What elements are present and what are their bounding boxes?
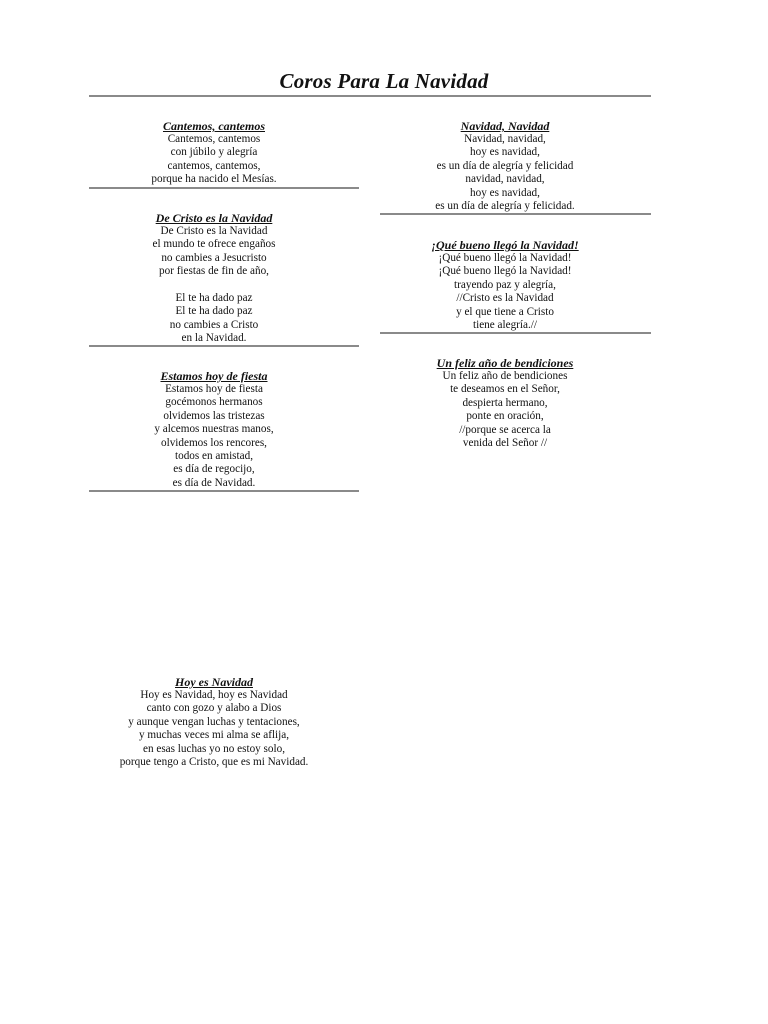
song-line: canto con gozo y alabo a Dios [146,702,282,715]
song-line: olvidemos las tristezas [163,409,265,422]
song-title: Hoy es Navidad [175,675,253,689]
song-line: hoy es navidad, [470,186,540,199]
song-line: porque tengo a Cristo, que es mi Navidad. [119,756,309,769]
song-line: y el que tiene a Cristo [456,305,554,318]
song-line: venida del Señor // [462,437,548,450]
section-divider [89,490,359,492]
song-line: y muchas veces mi alma se aflija, [138,729,290,742]
page-title: Coros Para La Navidad [279,69,489,93]
song-line: todos en amistad, [175,450,253,463]
section-divider [380,213,651,215]
section-divider [89,187,359,189]
song-line: y aunque vengan luchas y tentaciones, [128,715,300,728]
song-line: no cambies a Cristo [169,318,259,331]
song-line: porque ha nacido el Mesías. [151,173,277,186]
song-line: Navidad, navidad, [464,133,546,145]
song-line [89,279,339,292]
song-line: //Cristo es la Navidad [456,292,554,305]
song-line: El te ha dado paz [175,292,253,305]
song-line: te deseamos en el Señor, [450,383,560,396]
song-title: Cantemos, cantemos [162,119,265,133]
song-line: gocémonos hermanos [165,396,263,409]
song-line: //porque se acerca la [459,423,551,436]
song-line: ¡Qué bueno llegó la Navidad! [438,265,572,278]
title-divider [89,95,651,97]
song-line: es un día de alegría y felicidad [436,159,574,172]
song-title: Un feliz año de bendiciones [436,356,574,370]
song-line: es un día de alegría y felicidad. [435,200,575,213]
song-line: es día de regocijo, [173,463,255,476]
song-line: tiene alegría.// [473,319,537,332]
song-line: en la Navidad. [181,332,247,345]
song-line: es día de Navidad. [172,476,256,489]
song-line: Hoy es Navidad, hoy es Navidad [140,689,288,701]
song-line: despierta hermano, [462,396,548,409]
song-title: Navidad, Navidad [460,119,550,133]
song-line: olvidemos los rencores, [161,436,267,449]
song-line: trayendo paz y alegría, [454,278,556,291]
section-divider [380,332,651,334]
song-line: con júbilo y alegría [170,146,258,159]
song-cantemos [89,119,339,187]
song-line: El te ha dado paz [175,305,253,318]
song-line: De Cristo es la Navidad [160,225,268,237]
song-title: De Cristo es la Navidad [155,211,273,225]
song-line: en esas luchas yo no estoy solo, [143,742,285,755]
song-de-cristo [89,211,339,346]
song-line: no cambies a Jesucristo [161,251,267,264]
song-line: cantemos, cantemos, [167,159,261,172]
song-navidad-navidad [380,119,630,213]
song-que-bueno [380,238,630,332]
section-divider [89,345,359,347]
song-line: ponte en oración, [466,410,544,423]
song-title: Estamos hoy de fiesta [160,369,268,383]
song-line: navidad, navidad, [465,173,545,186]
song-estamos [89,369,339,490]
song-hoy-es-navidad [89,675,339,769]
song-line: ¡Qué bueno llegó la Navidad! [438,252,572,264]
song-line: el mundo te ofrece engaños [152,238,276,251]
song-title: ¡Qué bueno llegó la Navidad! [431,238,579,252]
song-line: y alcemos nuestras manos, [154,423,274,436]
song-line: Estamos hoy de fiesta [165,383,263,395]
song-line: por fiestas de fin de año, [159,265,269,278]
song-line: Un feliz año de bendiciones [442,370,568,382]
song-feliz-ano [380,356,630,450]
song-line: Cantemos, cantemos [167,133,261,145]
song-line: hoy es navidad, [470,146,540,159]
